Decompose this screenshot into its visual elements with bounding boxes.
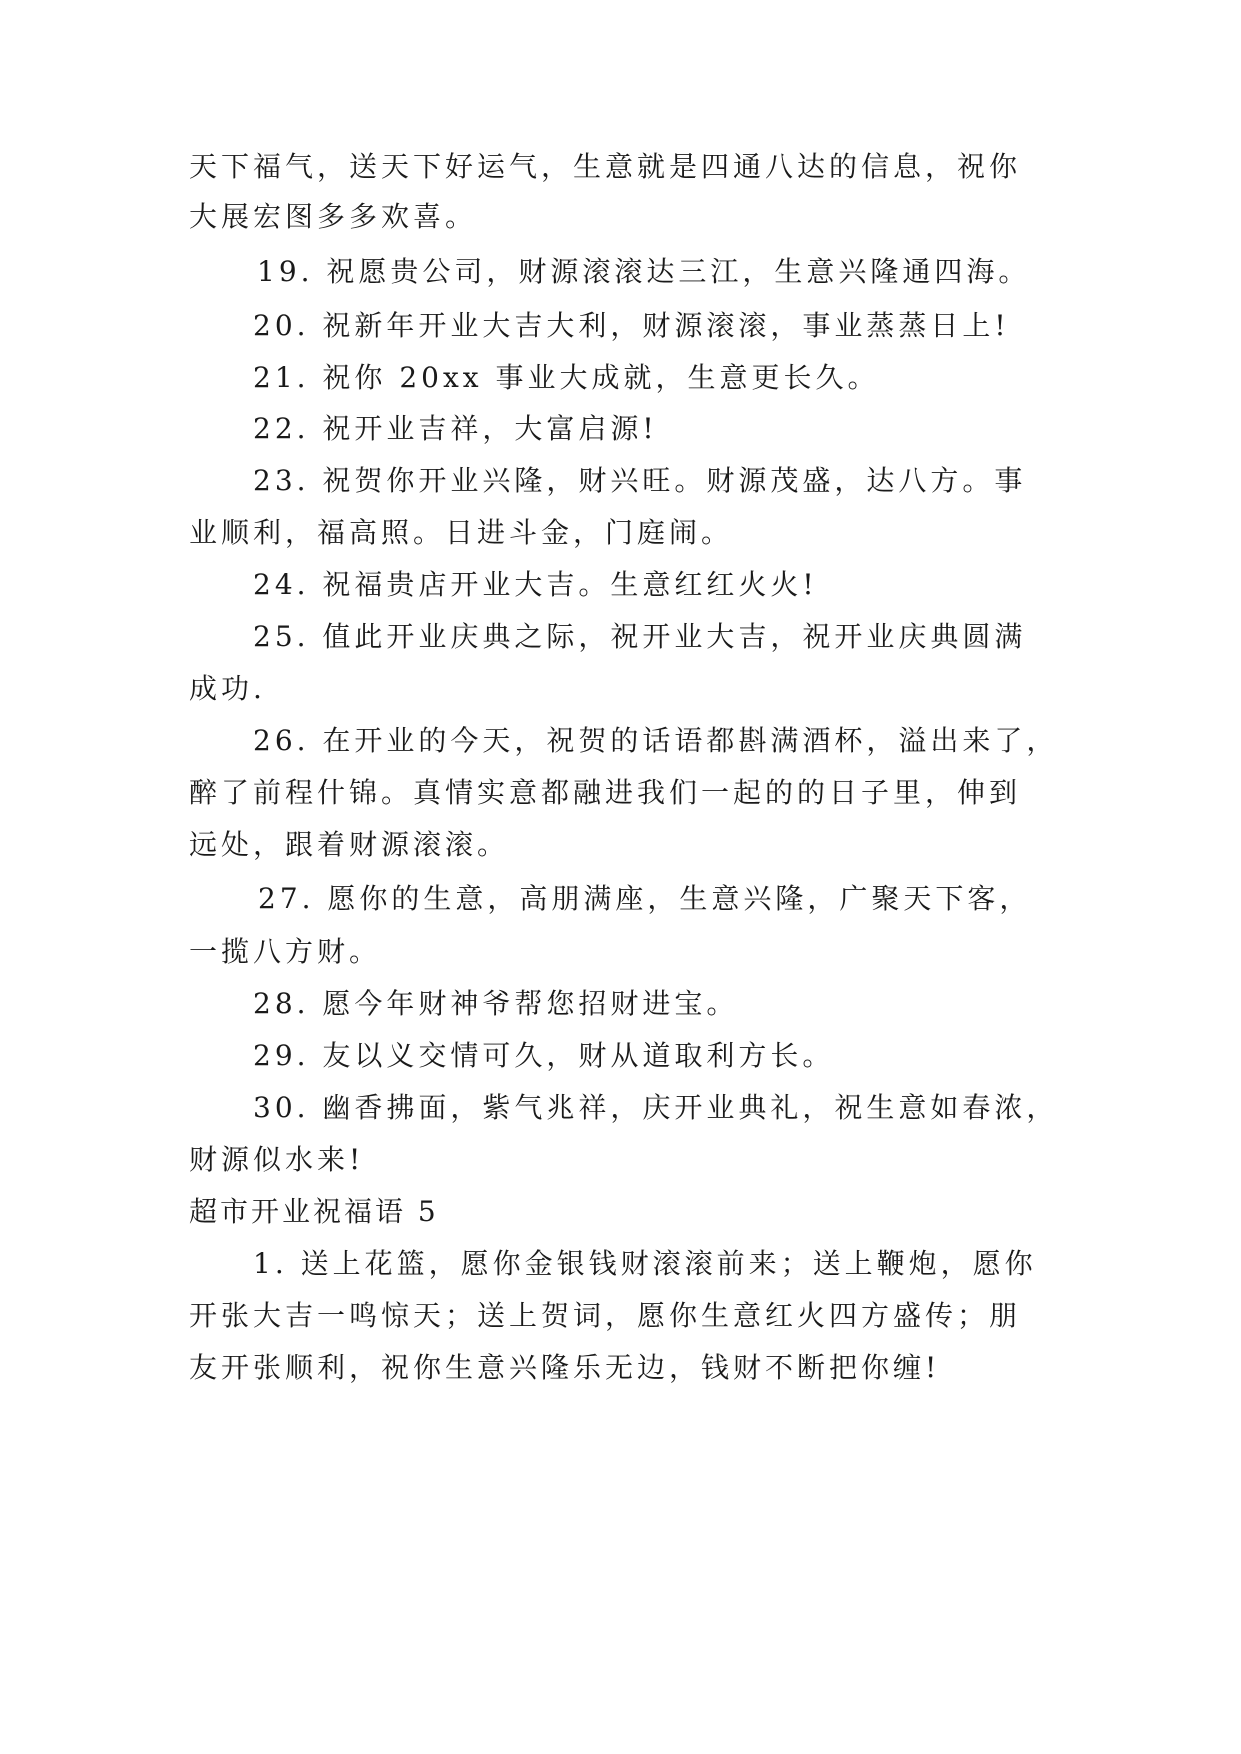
list-item-25: 25. 值此开业庆典之际，祝开业大吉，祝开业庆典圆满 — [253, 620, 1027, 653]
list-item-27: 27. 愿你的生意，高朋满座，生意兴隆，广聚天下客， — [258, 882, 1032, 915]
paragraph-line: 友开张顺利，祝你生意兴隆乐无边，钱财不断把你缠! — [189, 1351, 941, 1384]
list-item-30: 30. 幽香拂面，紫气兆祥，庆开业典礼，祝生意如春浓， — [253, 1091, 1059, 1124]
list-item-1: 1. 送上花篮，愿你金银钱财滚滚前来；送上鞭炮，愿你 — [253, 1247, 1037, 1280]
list-item-21: 21. 祝你 20xx 事业大成就，生意更长久。 — [253, 361, 880, 394]
paragraph-line: 开张大吉一鸣惊天；送上贺词，愿你生意红火四方盛传；朋 — [189, 1299, 1022, 1332]
list-item-22: 22. 祝开业吉祥，大富启源! — [253, 412, 658, 445]
paragraph-line: 远处，跟着财源滚滚。 — [189, 828, 510, 861]
list-item-20: 20. 祝新年开业大吉大利，财源滚滚，事业蒸蒸日上! — [253, 309, 1010, 342]
list-item-23: 23. 祝贺你开业兴隆，财兴旺。财源茂盛，达八方。事 — [253, 464, 1027, 497]
paragraph-line: 天下福气，送天下好运气，生意就是四通八达的信息，祝你 — [189, 150, 1022, 183]
list-item-29: 29. 友以义交情可久，财从道取利方长。 — [253, 1039, 835, 1072]
paragraph-line: 业顺利，福高照。日进斗金，门庭闹。 — [189, 516, 734, 549]
paragraph-line: 醉了前程什锦。真情实意都融进我们一起的的日子里，伸到 — [189, 776, 1022, 809]
section-heading: 超市开业祝福语 5 — [189, 1195, 439, 1228]
paragraph-line: 财源似水来! — [189, 1143, 365, 1176]
paragraph-line: 一揽八方财。 — [189, 935, 382, 968]
paragraph-line: 成功. — [189, 672, 266, 705]
list-item-19: 19. 祝愿贵公司，财源滚滚达三江，生意兴隆通四海。 — [257, 255, 1031, 288]
list-item-24: 24. 祝福贵店开业大吉。生意红红火火! — [253, 568, 818, 601]
paragraph-line: 大展宏图多多欢喜。 — [189, 200, 478, 233]
list-item-26: 26. 在开业的今天，祝贺的话语都斟满酒杯，溢出来了， — [253, 724, 1059, 757]
list-item-28: 28. 愿今年财神爷帮您招财进宝。 — [253, 987, 739, 1020]
